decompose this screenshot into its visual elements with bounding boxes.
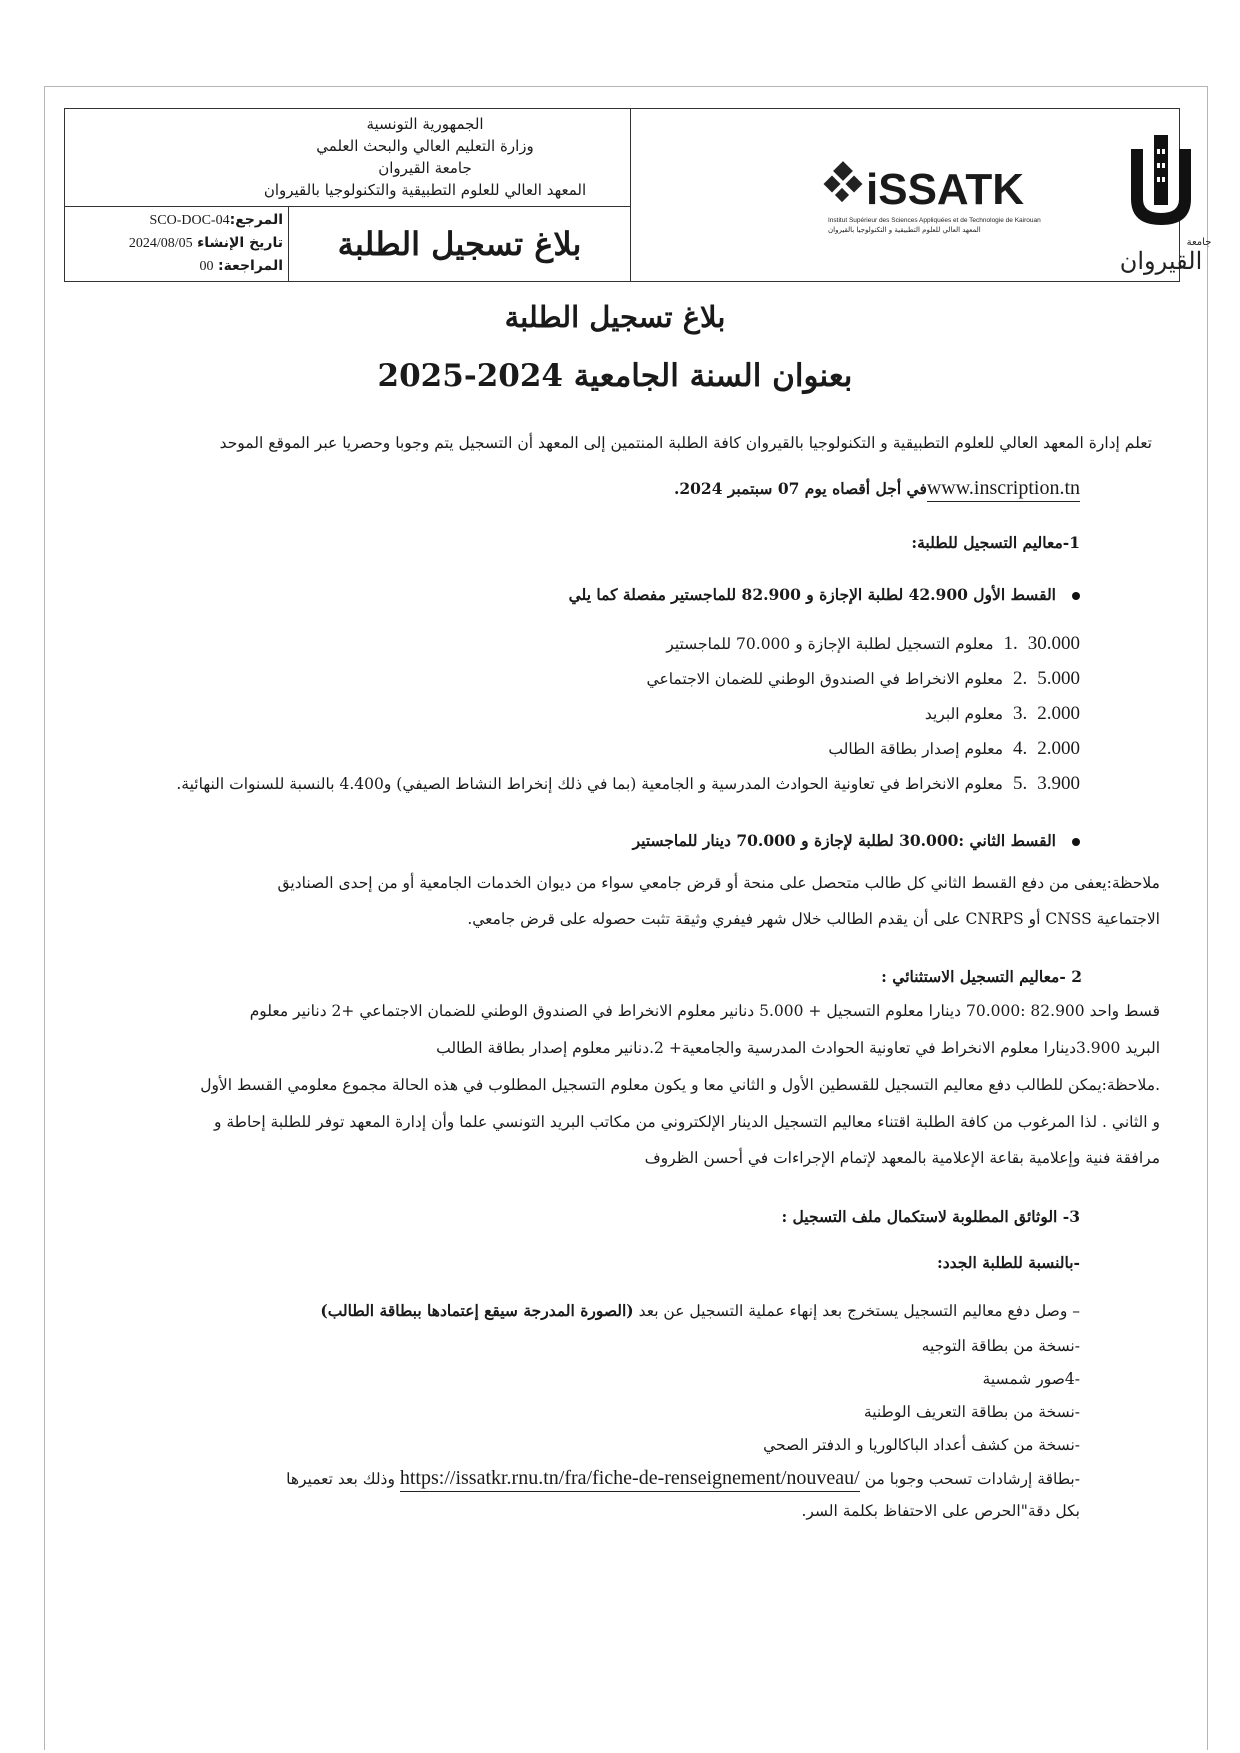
revision-value: 00 <box>199 259 214 274</box>
ministry-line: وزارة التعليم العالي والبحث العلمي <box>316 137 534 155</box>
university-logo <box>1103 129 1233 284</box>
student-form-link[interactable]: https://issatkr.rnu.tn/fra/fiche-de-renseignement/nouveau/ <box>400 1467 860 1492</box>
issatk-logo-fr: Institut Supérieur des Sciences Appliquées et de Technologie de Kairouan <box>828 217 1041 224</box>
installment-2: القسط الثاني :30.000 لطلبة لإجازة و 70.000 دينار للماجستير <box>633 830 1080 852</box>
required-doc-2: -نسخة من بطاقة التوجيه <box>921 1337 1080 1355</box>
university-logo-text: القيروان <box>1119 247 1203 275</box>
intro-line-2 <box>674 477 1080 500</box>
required-doc-1: – وصل دفع معاليم التسجيل يستخرج بعد إنهاء عملية التسجيل عن بعد (الصورة المدرجة سيقع إعتمادها ببطاقة الطالب) <box>320 1301 1080 1320</box>
fee-item-2: 2. 5.000معلوم الانخراط في الصندوق الوطني للضمان الاجتماعي <box>646 668 1080 689</box>
required-doc-3: -4صور شمسية <box>982 1370 1080 1388</box>
created-value: 2024/08/05 <box>128 236 193 251</box>
exceptional-line-5: مرافقة فنية وإعلامية بقاعة الإعلامية بالمعهد لإتمام الإجراءات في أحسن الظروف <box>644 1149 1160 1167</box>
revision-label: المراجعة: <box>217 258 283 274</box>
exceptional-line-4: و الثاني . لذا المرغوب من كافة الطلبة اقتناء معاليم التسجيل الدينار الإلكتروني من مكاتب البريد التونسي علما وأن إدارة المعهد توفر للطلبة إحاطة و <box>213 1113 1160 1131</box>
exceptional-line-2: البريد 3.900دينارا معلوم الانخراط في تعاونية الحوادث المدرسية والجامعية+ 2.دنانير معلوم إصدار بطاقة الطالب <box>436 1039 1160 1057</box>
university-line: جامعة القيروان <box>378 159 472 177</box>
republic-line: الجمهورية التونسية <box>366 115 484 133</box>
exemption-note-line-2: الاجتماعية CNSS أو CNRPS على أن يقدم الطالب خلال شهر فيفري وثيقة تثبت حصوله على قرض جامعي. <box>467 910 1160 928</box>
issatk-logo <box>820 142 1080 252</box>
header-title: بلاغ تسجيل الطلبة <box>337 224 582 263</box>
ref-value: SCO-DOC-04 <box>149 213 230 228</box>
issatk-logo-text: iSSATK <box>866 165 1025 214</box>
deadline-text: في أجل أقصاه يوم 07 سبتمبر 2024. <box>673 479 927 498</box>
ref-label: المرجع: <box>229 212 283 228</box>
required-doc-6-cont: بكل دقة"الحرص على الاحتفاظ بكلمة السر. <box>801 1502 1080 1520</box>
required-doc-5: -نسخة من كشف أعداد الباكالوريا و الدفتر الصحي <box>763 1436 1080 1454</box>
fee-item-1: 1. 30.000معلوم التسجيل لطلبة الإجازة و 70.000 للماجستير <box>666 633 1080 654</box>
created-label: تاريخ الإنشاء <box>197 235 283 251</box>
notice-title: بلاغ تسجيل الطلبة <box>504 300 726 334</box>
required-doc-6: -بطاقة إرشادات تسحب وجوبا من https://issatkr.rnu.tn/fra/fiche-de-renseignement/nouveau/ وذلك بعد تعميرها <box>286 1467 1080 1490</box>
new-students-subheading: -بالنسبة للطلبة الجدد: <box>937 1253 1080 1272</box>
exemption-note-line-1: ملاحظة:يعفى من دفع القسط الثاني كل طالب متحصل على منحة أو قرض جامعي سواء من ديوان الخدمات الجامعية أو من إحدى الصناديق <box>277 874 1160 892</box>
fee-item-5: 5. 3.900معلوم الانخراط في تعاونية الحوادث المدرسية و الجامعية (بما في ذلك إنخراط النشاط الصيفي) و4.400 بالنسبة للسنوات النهائية. <box>176 773 1080 794</box>
installment-1: القسط الأول 42.900 لطلبة الإجازة و 82.900 للماجستير مفصلة كما يلي <box>569 584 1080 606</box>
institute-line: المعهد العالي للعلوم التطبيقية والتكنولوجيا بالقيروان <box>263 181 587 199</box>
document-header <box>64 108 1212 282</box>
inscription-website-link[interactable]: www.inscription.tn <box>927 477 1080 502</box>
fee-item-4: 4. 2.000معلوم إصدار بطاقة الطالب <box>828 738 1080 759</box>
bullet-icon <box>1072 592 1080 600</box>
section-2-heading: 2 -معاليم التسجيل الاستثنائي : <box>881 967 1082 986</box>
bullet-icon <box>1072 838 1080 846</box>
institution-block <box>225 113 625 201</box>
section-1-heading: 1-معاليم التسجيل للطلبة: <box>911 533 1080 552</box>
issatk-logo-ar: المعهد العالي للعلوم التطبيقية و التكنولوجيا بالقيروان <box>828 226 981 234</box>
intro-line-1: تعلم إدارة المعهد العالي للعلوم التطبيقية و التكنولوجيا بالقيروان كافة الطلبة المنتمين إلى المعهد أن التسجيل يتم وجوبا وحصريا عبر الموقع الموحد <box>219 434 1152 452</box>
university-logo-small: جامعة <box>1186 237 1212 248</box>
document-meta <box>71 209 283 278</box>
required-doc-4: -نسخة من بطاقة التعريف الوطنية <box>863 1403 1080 1421</box>
section-3-heading: 3- الوثائق المطلوبة لاستكمال ملف التسجيل : <box>781 1207 1080 1226</box>
fee-item-3: 3. 2.000معلوم البريد <box>924 703 1080 724</box>
exceptional-line-3: .ملاحظة:يمكن للطالب دفع معاليم التسجيل للقسطين الأول و الثاني معا و يكون معلوم التسجيل المطلوب في هذه الحالة مجموع معلومي القسط الأول <box>200 1076 1160 1094</box>
exceptional-line-1: قسط واحد 82.900 :70.000 دينارا معلوم التسجيل + 5.000 دنانير معلوم الانخراط في الصندوق الوطني للضمان الاجتماعي +2 دنانير معلوم <box>249 1002 1160 1020</box>
academic-year-title: بعنوان السنة الجامعية 2024-2025 <box>377 358 853 394</box>
